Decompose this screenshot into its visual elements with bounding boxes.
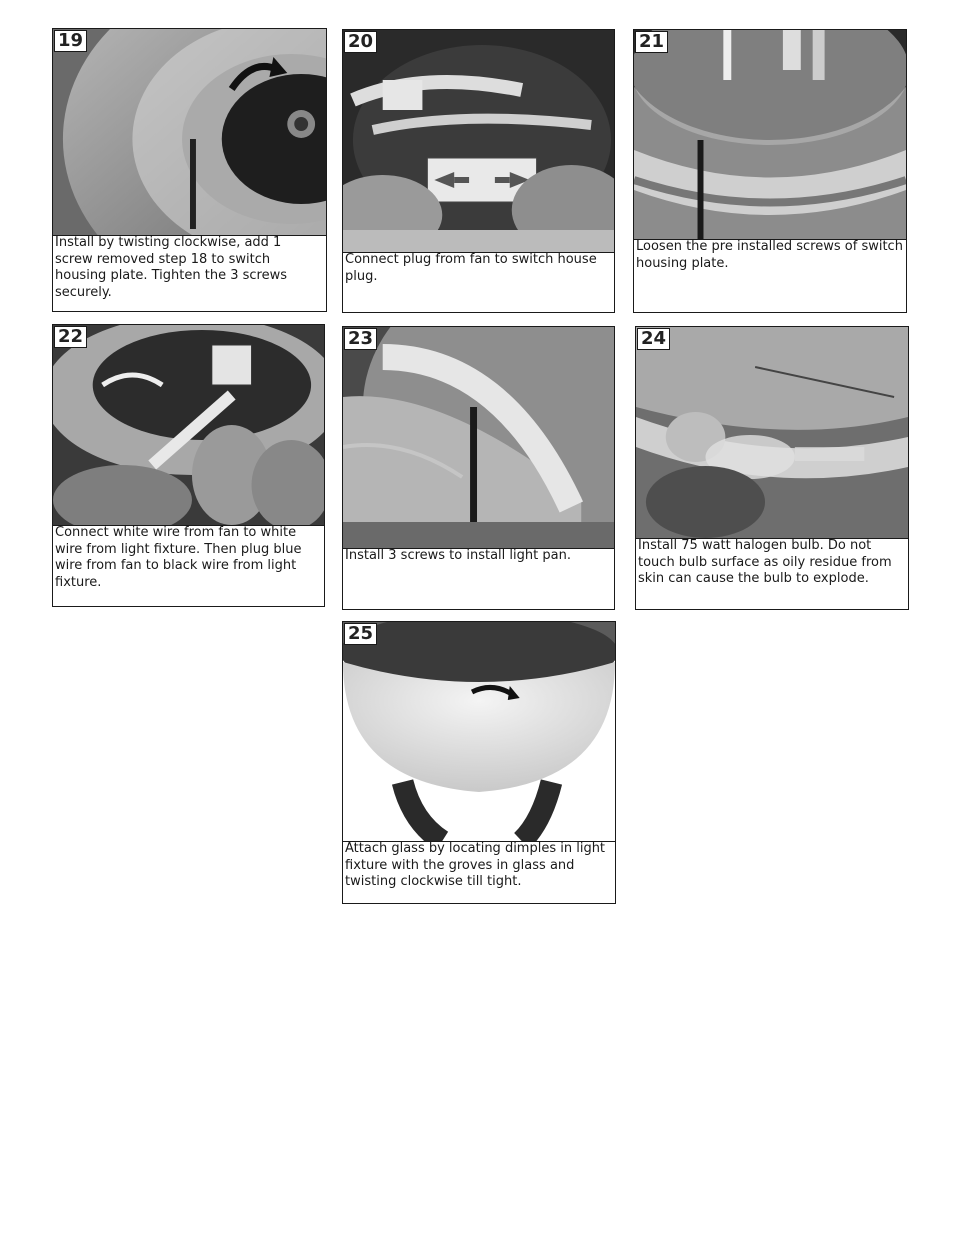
step-21-card [633, 29, 907, 313]
step-21-photo [634, 30, 906, 240]
step-20-card [342, 29, 615, 313]
step-24-caption: Install 75 watt halogen bulb. Do not touch bulb surface as oily residue from skin can cause the bulb to explode. [638, 538, 892, 587]
step-24-card [635, 326, 909, 610]
step-24-photo [636, 327, 908, 539]
step-25-card [342, 621, 616, 904]
step-25-photo [343, 622, 615, 842]
step-22-photo [53, 325, 324, 526]
step-19-photo [53, 29, 326, 236]
step-20-number: 20 [344, 31, 377, 53]
step-21-caption: Loosen the pre installed screws of switch housing plate. [636, 239, 903, 271]
step-23-number: 23 [344, 328, 377, 350]
step-22-card [52, 324, 325, 607]
step-23-card [342, 326, 615, 610]
step-22-number: 22 [54, 326, 87, 348]
step-19-caption: Install by twisting clockwise, add 1 screw removed step 18 to switch housing plate. Tighten the 3 screws securely. [55, 235, 287, 300]
step-21-number: 21 [635, 31, 668, 53]
step-25-caption: Attach glass by locating dimples in light fixture with the groves in glass and twisting clockwise till tight. [345, 841, 606, 890]
step-20-caption: Connect plug from fan to switch house plug. [345, 252, 597, 284]
step-20-photo [343, 30, 614, 253]
step-24-number: 24 [637, 328, 670, 350]
step-23-photo [343, 327, 614, 549]
step-25-number: 25 [344, 623, 377, 645]
step-23-caption: Install 3 screws to install light pan. [345, 548, 571, 563]
step-19-card [52, 28, 327, 312]
step-19-number: 19 [54, 30, 87, 52]
step-22-caption: Connect white wire from fan to white wire from light fixture. Then plug blue wire from fan to black wire from light fixture. [55, 525, 302, 590]
